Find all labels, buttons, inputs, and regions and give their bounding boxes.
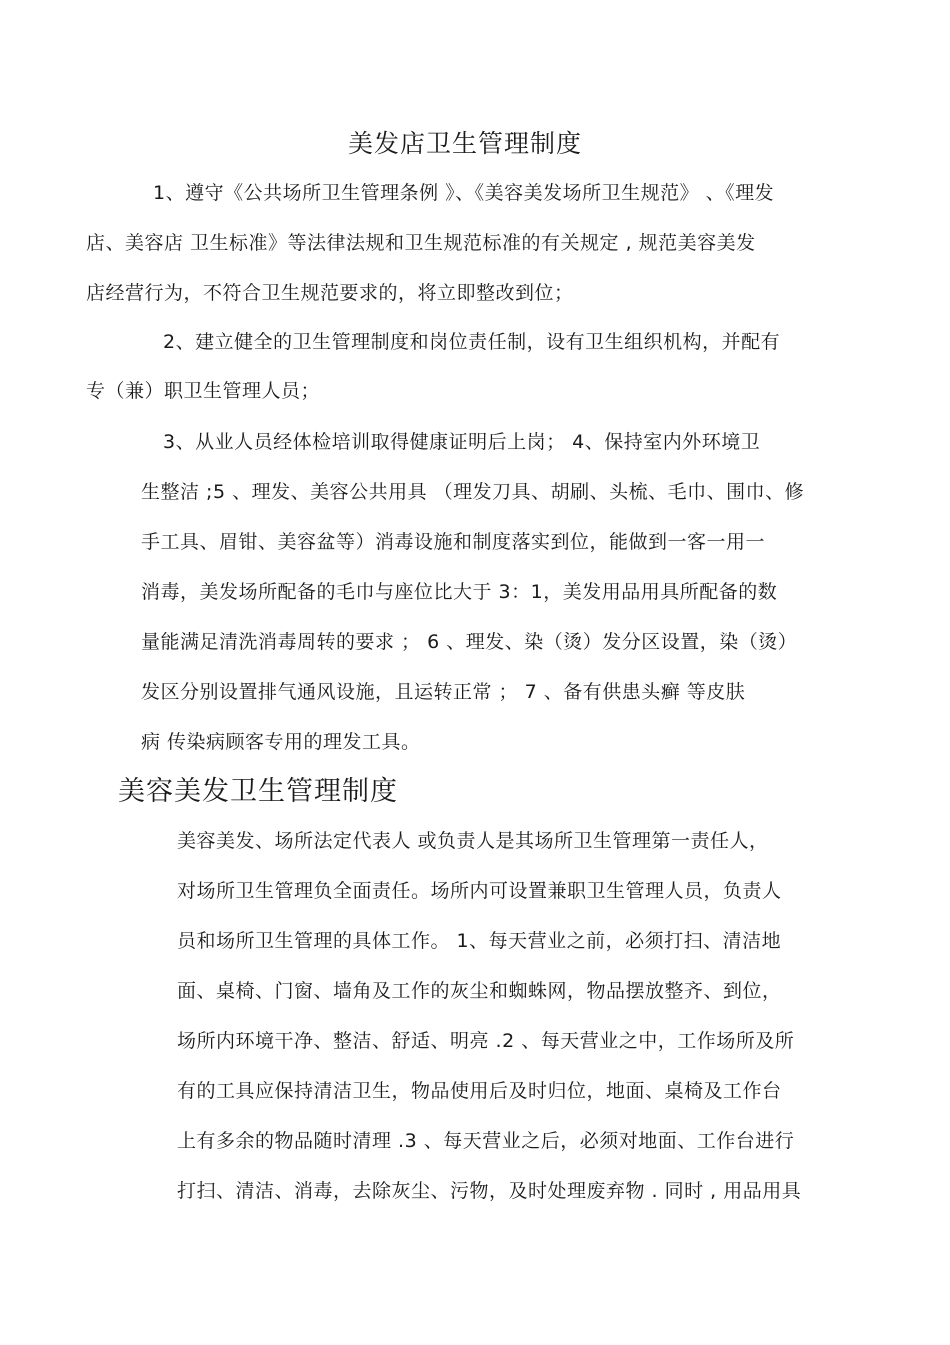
paragraph-line: 有的工具应保持清洁卫生，物品使用后及时归位，地面、桌椅及工作台 bbox=[177, 1080, 782, 1102]
paragraph-line: 对场所卫生管理负全面责任。场所内可设置兼职卫生管理人员，负责人 bbox=[177, 880, 782, 902]
section-heading: 美容美发卫生管理制度 bbox=[118, 776, 398, 807]
paragraph-line: 量能满足清洗消毒周转的要求 ； 6 、理发、染（烫）发分区设置，染（烫） bbox=[141, 631, 798, 653]
document-title: 美发店卫生管理制度 bbox=[347, 129, 582, 158]
paragraph-line: 消毒，美发场所配备的毛巾与座位比大于 3：1，美发用品用具所配备的数 bbox=[141, 581, 778, 603]
paragraph-line: 病 传染病顾客专用的理发工具。 bbox=[141, 731, 421, 753]
paragraph-line: 店、美容店 卫生标准》等法律法规和卫生规范标准的有关规定 , 规范美容美发 bbox=[86, 232, 756, 254]
paragraph-line: 面、桌椅、门窗、墙角及工作的灰尘和蜘蛛网，物品摆放整齐、到位， bbox=[177, 980, 782, 1002]
paragraph-line: 场所内环境干净、整洁、舒适、明亮 .2 、每天营业之中，工作场所及所 bbox=[177, 1030, 795, 1052]
paragraph-line: 上有多余的物品随时清理 .3 、每天营业之后，必须对地面、工作台进行 bbox=[177, 1130, 795, 1152]
paragraph-line: 店经营行为，不符合卫生规范要求的，将立即整改到位； bbox=[86, 282, 574, 304]
paragraph-line: 打扫、清洁、消毒，去除灰尘、污物，及时处理废弃物 . 同时 , 用品用具 bbox=[177, 1180, 802, 1202]
paragraph-line: 3、从业人员经体检培训取得健康证明后上岗； 4、保持室内外环境卫 bbox=[163, 431, 761, 453]
paragraph-line: 2、建立健全的卫生管理制度和岗位责任制，设有卫生组织机构，并配有 bbox=[163, 331, 781, 353]
paragraph-line: 手工具、眉钳、美容盆等）消毒设施和制度落实到位，能做到一客一用一 bbox=[141, 531, 766, 553]
paragraph-line: 专（兼）职卫生管理人员； bbox=[86, 380, 321, 402]
paragraph-line: 1、遵守《公共场所卫生管理条例 》、《美容美发场所卫生规范》 、《理发 bbox=[153, 182, 775, 204]
paragraph-line: 生整洁 ;5 、理发、美容公共用具 （理发刀具、胡刷、头梳、毛巾、围巾、修 bbox=[141, 481, 805, 503]
paragraph-line: 美容美发、场所法定代表人 或负责人是其场所卫生管理第一责任人， bbox=[177, 830, 769, 852]
paragraph-line: 员和场所卫生管理的具体工作。 1、每天营业之前，必须打扫、清洁地 bbox=[177, 930, 782, 952]
paragraph-line: 发区分别设置排气通风设施，且运转正常 ； 7 、备有供患头癣 等皮肤 bbox=[141, 681, 746, 703]
